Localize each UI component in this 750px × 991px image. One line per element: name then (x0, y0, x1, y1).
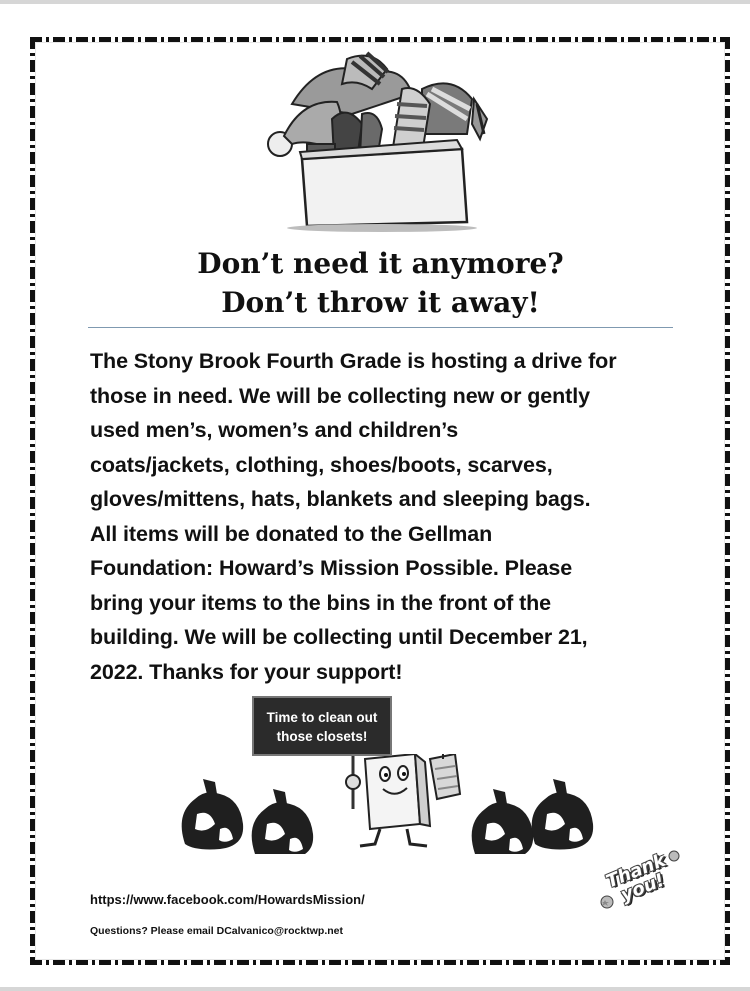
donation-bag-icon (182, 779, 243, 849)
donation-bag-icon (532, 779, 593, 849)
body-line: Foundation: Howard’s Mission Possible. Please (90, 556, 573, 580)
body-paragraph (90, 344, 680, 689)
headline-line-2: Don’t throw it away! (221, 286, 540, 319)
body-line: bring your items to the bins in the front of the (90, 590, 552, 615)
thank-you-sticker (592, 844, 687, 919)
divider (88, 327, 673, 328)
body-line: All items will be donated to the Gellman (90, 521, 493, 546)
body-line: gloves/mittens, hats, blankets and sleeping bags. (90, 487, 591, 511)
flyer-page (0, 4, 750, 987)
sign-line-2: those closets! (276, 729, 368, 744)
body-line: used men’s, women’s and children’s (90, 418, 459, 442)
sign-line-1: Time to clean out (266, 710, 378, 725)
cartoon-box-mascot (346, 754, 460, 846)
thank-you-text: Thank you! (603, 849, 669, 907)
body-line: those in need. We will be collecting new or gently (90, 383, 590, 408)
body-line: building. We will be collecting until December 21, (90, 625, 588, 649)
body-line: The Stony Brook Fourth Grade is hosting a drive for (90, 349, 617, 373)
donation-bag-icon (252, 789, 313, 854)
body-line: 2022. Thanks for your support! (90, 659, 403, 684)
hat-box-illustration (252, 44, 502, 234)
mascot-sign (252, 696, 392, 756)
donation-bag-icon (472, 789, 533, 854)
contact-email-line: Questions? Please email DCalvanico@rocktwp.net (90, 925, 343, 937)
body-line: coats/jackets, clothing, shoes/boots, scarves, (90, 452, 553, 477)
headline-line-1: Don’t need it anymore? (197, 247, 564, 280)
facebook-url: https://www.facebook.com/HowardsMission/ (90, 892, 365, 907)
donation-scene-illustration (175, 754, 595, 854)
